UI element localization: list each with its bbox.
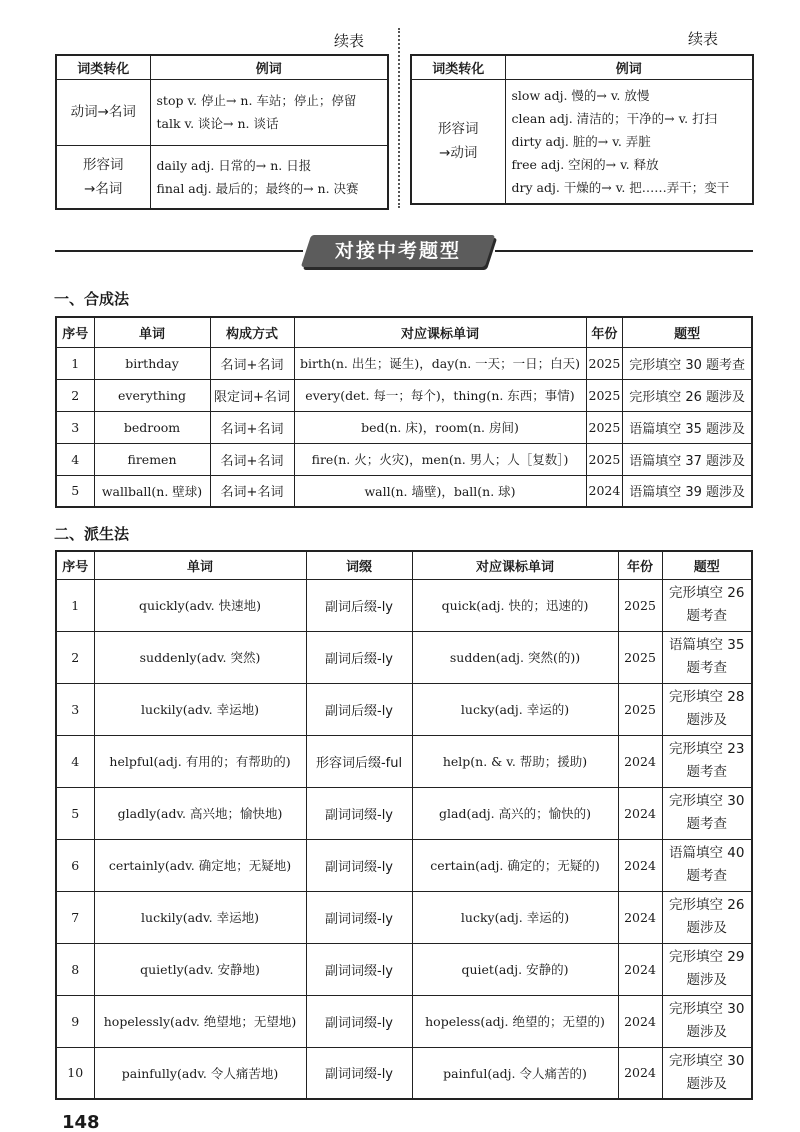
table-cell: 2025	[618, 579, 662, 631]
table-row	[56, 631, 752, 683]
table-cell: 语篇填空 37 题涉及	[623, 443, 752, 475]
table-cell: 形容词后缀-ful	[306, 735, 412, 787]
table-row	[56, 683, 752, 735]
banner-rule-left	[55, 250, 303, 252]
table-cell: luckily(adv. 幸运地)	[94, 891, 306, 943]
table-header: 词类转化	[56, 55, 150, 79]
question-type-cell: 完形填空 26 题涉及	[662, 891, 752, 943]
question-type-cell: 完形填空 30 题涉及	[662, 995, 752, 1047]
table-cell: helpful(adj. 有用的；有帮助的)	[94, 735, 306, 787]
section-title-derivation: 二、派生法	[54, 525, 130, 543]
table-cell: 限定词+名词	[210, 379, 294, 411]
column-divider	[398, 28, 400, 208]
table-cell: wallball(n. 壁球)	[94, 475, 210, 507]
table-cell: 语篇填空 39 题涉及	[623, 475, 752, 507]
table-header: 年份	[618, 551, 662, 579]
table-cell: 副词后缀-ly	[306, 683, 412, 735]
question-type-cell: 完形填空 30 题涉及	[662, 1047, 752, 1099]
table-cell: 副词后缀-ly	[306, 579, 412, 631]
table-cell: 2024	[618, 787, 662, 839]
table-cell: bed(n. 床)，room(n. 房间)	[294, 411, 586, 443]
table-cell: quiet(adj. 安静的)	[412, 943, 618, 995]
table-cell: 2025	[586, 411, 623, 443]
table-cell: 2024	[618, 943, 662, 995]
examples-cell: daily adj. 日常的→ n. 日报 final adj. 最后的；最终的→ n. 决赛	[150, 145, 388, 209]
table-cell: lucky(adj. 幸运的)	[412, 683, 618, 735]
table-row	[56, 79, 388, 145]
table-header: 构成方式	[210, 317, 294, 347]
table-cell: bedroom	[94, 411, 210, 443]
table-cell: 副词词缀-ly	[306, 839, 412, 891]
table-cell: certain(adj. 确定的；无疑的)	[412, 839, 618, 891]
question-type-cell: 语篇填空 40 题考查	[662, 839, 752, 891]
table-cell: 3	[56, 411, 94, 443]
table-cell: suddenly(adv. 突然)	[94, 631, 306, 683]
table-cell: painfully(adv. 令人痛苦地)	[94, 1047, 306, 1099]
table-row	[56, 347, 752, 379]
table-cell: 2025	[618, 683, 662, 735]
question-type-cell: 完形填空 30 题考查	[662, 787, 752, 839]
table-cell: 4	[56, 443, 94, 475]
table-row	[56, 1047, 752, 1099]
table-cell: 副词词缀-ly	[306, 943, 412, 995]
table-cell: fire(n. 火；火灾)，men(n. 男人；人［复数］)	[294, 443, 586, 475]
table-header: 词类转化	[411, 55, 505, 79]
table-cell: 完形填空 26 题涉及	[623, 379, 752, 411]
question-type-cell: 完形填空 29 题涉及	[662, 943, 752, 995]
continued-label-left: 续表	[334, 32, 365, 50]
table-cell: 1	[56, 579, 94, 631]
table-cell: birthday	[94, 347, 210, 379]
table-cell: 2024	[618, 1047, 662, 1099]
table-cell: 副词词缀-ly	[306, 1047, 412, 1099]
table-row	[411, 79, 753, 204]
table-header: 词缀	[306, 551, 412, 579]
table-cell: 名词+名词	[210, 475, 294, 507]
examples-cell: slow adj. 慢的→ v. 放慢 clean adj. 清洁的；干净的→ v. 打扫 dirty adj. 脏的→ v. 弄脏 free adj. 空闲的→ v. 释放 dry adj. 干燥的→ v. 把……弄干；变干	[505, 79, 753, 204]
table-cell: 5	[56, 787, 94, 839]
table-cell: 副词后缀-ly	[306, 631, 412, 683]
table-cell: sudden(adj. 突然(的))	[412, 631, 618, 683]
table-cell: 8	[56, 943, 94, 995]
table-cell: 副词词缀-ly	[306, 787, 412, 839]
table-row	[56, 943, 752, 995]
table-cell: 2024	[618, 995, 662, 1047]
table-header: 例词	[150, 55, 388, 79]
table-cell: 7	[56, 891, 94, 943]
table-cell: 名词+名词	[210, 443, 294, 475]
continued-label-right: 续表	[688, 30, 719, 48]
table-cell: 2024	[618, 891, 662, 943]
right-conversion-table	[410, 54, 754, 205]
table-row	[56, 145, 388, 209]
table-row	[56, 379, 752, 411]
table-cell: quietly(adv. 安静地)	[94, 943, 306, 995]
table-row	[56, 443, 752, 475]
table-header: 单词	[94, 317, 210, 347]
table-cell: certainly(adv. 确定地；无疑地)	[94, 839, 306, 891]
table-cell: luckily(adv. 幸运地)	[94, 683, 306, 735]
table-header: 年份	[586, 317, 623, 347]
table-header: 对应课标单词	[294, 317, 586, 347]
table-cell: 2025	[586, 443, 623, 475]
table-cell: 2025	[586, 379, 623, 411]
table-cell: 9	[56, 995, 94, 1047]
table-row	[56, 839, 752, 891]
table-header: 对应课标单词	[412, 551, 618, 579]
table-cell: hopelessly(adv. 绝望地；无望地)	[94, 995, 306, 1047]
table-cell: 2024	[618, 839, 662, 891]
table-cell: lucky(adj. 幸运的)	[412, 891, 618, 943]
table-cell: 1	[56, 347, 94, 379]
table-row	[56, 475, 752, 507]
table-cell: 名词+名词	[210, 411, 294, 443]
table-cell: firemen	[94, 443, 210, 475]
table-cell: everything	[94, 379, 210, 411]
table-cell: glad(adj. 高兴的；愉快的)	[412, 787, 618, 839]
table-header: 例词	[505, 55, 753, 79]
table-cell: 10	[56, 1047, 94, 1099]
table-cell: wall(n. 墙壁)，ball(n. 球)	[294, 475, 586, 507]
table-header: 单词	[94, 551, 306, 579]
table-row	[56, 411, 752, 443]
table-header: 序号	[56, 317, 94, 347]
table-cell: every(det. 每一；每个)，thing(n. 东西；事情)	[294, 379, 586, 411]
table-row	[56, 735, 752, 787]
table-cell: 2025	[618, 631, 662, 683]
table-header: 题型	[623, 317, 752, 347]
examples-cell: stop v. 停止→ n. 车站；停止；停留 talk v. 谈论→ n. 谈话	[150, 79, 388, 145]
table-cell: 2024	[586, 475, 623, 507]
table-row	[56, 891, 752, 943]
question-type-cell: 完形填空 28 题涉及	[662, 683, 752, 735]
table-cell: 3	[56, 683, 94, 735]
question-type-cell: 完形填空 26 题考查	[662, 579, 752, 631]
table-cell: 名词+名词	[210, 347, 294, 379]
table-cell: 完形填空 30 题考查	[623, 347, 752, 379]
left-conversion-table	[55, 54, 389, 210]
table-cell: 副词词缀-ly	[306, 891, 412, 943]
banner-rule-right	[495, 250, 753, 252]
table-cell: quick(adj. 快的；迅速的)	[412, 579, 618, 631]
table-row	[56, 579, 752, 631]
category-cell: 动词→名词	[56, 79, 150, 145]
table-cell: 5	[56, 475, 94, 507]
table-cell: gladly(adv. 高兴地；愉快地)	[94, 787, 306, 839]
table-header: 题型	[662, 551, 752, 579]
table-cell: 2024	[618, 735, 662, 787]
question-type-cell: 语篇填空 35 题考查	[662, 631, 752, 683]
category-cell: 形容词 →名词	[56, 145, 150, 209]
section-banner: 对接中考题型	[334, 240, 461, 262]
table-cell: 2	[56, 631, 94, 683]
compound-words-table	[55, 316, 753, 508]
table-cell: 6	[56, 839, 94, 891]
table-cell: 2	[56, 379, 94, 411]
table-row	[56, 995, 752, 1047]
table-cell: painful(adj. 令人痛苦的)	[412, 1047, 618, 1099]
question-type-cell: 完形填空 23 题考查	[662, 735, 752, 787]
section-title-compound: 一、合成法	[54, 290, 130, 308]
category-cell: 形容词 →动词	[411, 79, 505, 204]
table-cell: quickly(adv. 快速地)	[94, 579, 306, 631]
table-cell: 2025	[586, 347, 623, 379]
table-cell: help(n. & v. 帮助；援助)	[412, 735, 618, 787]
derivation-words-table	[55, 550, 753, 1100]
table-row	[56, 787, 752, 839]
table-cell: birth(n. 出生；诞生)，day(n. 一天；一日；白天)	[294, 347, 586, 379]
table-header: 序号	[56, 551, 94, 579]
table-cell: 副词词缀-ly	[306, 995, 412, 1047]
table-cell: 4	[56, 735, 94, 787]
table-cell: 语篇填空 35 题涉及	[623, 411, 752, 443]
page-number: 148	[62, 1112, 100, 1132]
table-cell: hopeless(adj. 绝望的；无望的)	[412, 995, 618, 1047]
